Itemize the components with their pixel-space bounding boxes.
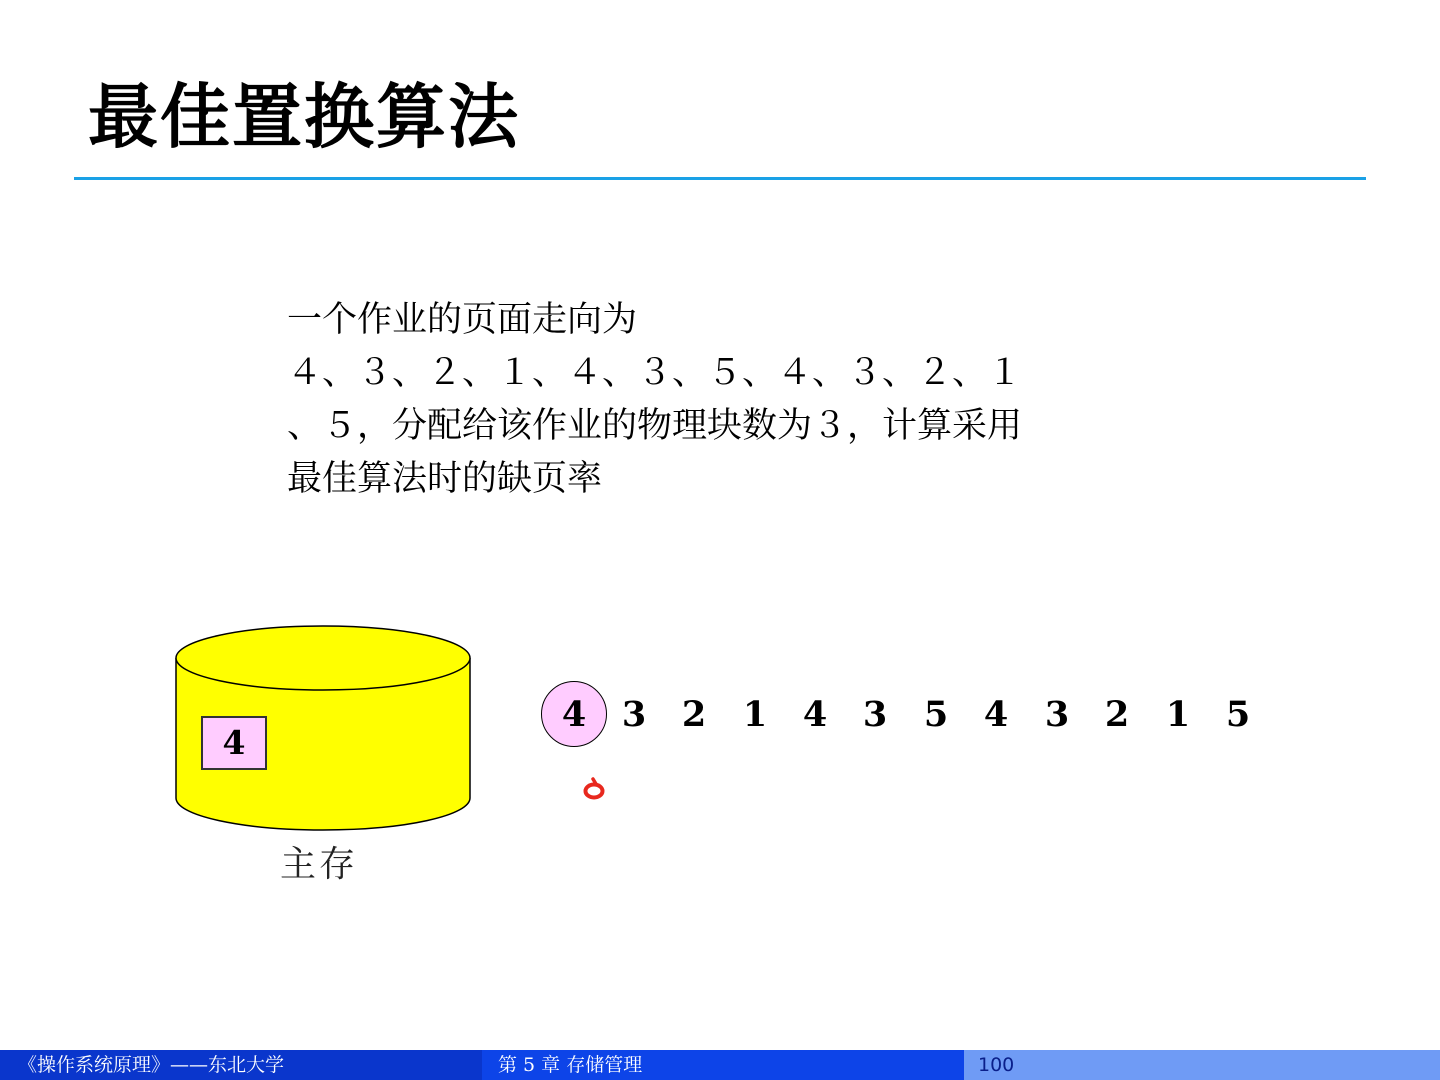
- reference-page: 1: [1165, 694, 1191, 735]
- title-divider: [74, 177, 1366, 180]
- problem-line: 最佳算法时的缺页率: [287, 459, 603, 499]
- footer-bar: [0, 1050, 1440, 1080]
- reference-page: 4: [802, 694, 828, 735]
- reference-page: 5: [1225, 694, 1251, 735]
- pointer-arrow-icon: [582, 777, 606, 801]
- footer-chapter: 第 5 章 存储管理: [482, 1050, 964, 1080]
- problem-line: 、５，分配给该作业的物理块数为３，计算采用: [287, 406, 1023, 446]
- reference-page: 2: [1104, 694, 1130, 735]
- reference-page: 4: [983, 694, 1009, 735]
- reference-page: 5: [923, 694, 949, 735]
- problem-line: ４、３、２、１、４、３、５、４、３、２、１: [287, 353, 1023, 393]
- reference-page: 3: [862, 694, 888, 735]
- footer-course: 《操作系统原理》——东北大学: [0, 1050, 482, 1080]
- problem-statement: [287, 294, 1187, 506]
- slide-title: 最佳置换算法: [88, 76, 520, 158]
- memory-frame-1: 4: [201, 716, 267, 770]
- reference-page: 4: [561, 694, 587, 735]
- footer-page-number: 100: [964, 1050, 1440, 1080]
- problem-line: 一个作业的页面走向为: [287, 300, 638, 340]
- reference-page: 2: [681, 694, 707, 735]
- reference-page: 1: [742, 694, 768, 735]
- reference-page: 3: [1044, 694, 1070, 735]
- main-memory-label: 主存: [280, 844, 359, 885]
- reference-page: 3: [621, 694, 647, 735]
